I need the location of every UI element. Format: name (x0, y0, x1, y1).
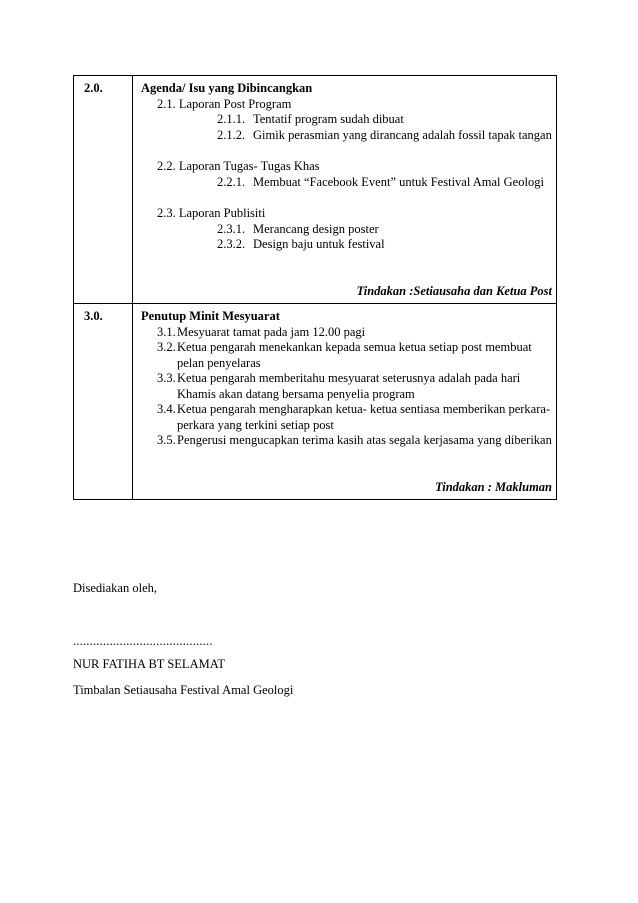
group-label: 2.3. Laporan Publisiti (157, 206, 266, 220)
item-number: 3.3. (157, 371, 176, 385)
list-item (141, 112, 552, 128)
group-label: 2.2. Laporan Tugas- Tugas Khas (157, 159, 320, 173)
list-item (141, 222, 552, 238)
prepared-by-label: Disediakan oleh, (73, 581, 158, 595)
section-title: Penutup Minit Mesyuarat (141, 309, 280, 323)
item-number: 3.2. (157, 340, 176, 354)
item-text: Tentatif program sudah dibuat (253, 112, 404, 126)
item-text: Design baju untuk festival (253, 237, 385, 251)
item-number: 2.1.1. (217, 112, 246, 126)
item-text: Pengerusi mengucapkan terima kasih atas segala kerjasama yang diberikan (177, 433, 552, 447)
section-number: 2.0. (74, 76, 133, 304)
item-number: 3.4. (157, 402, 176, 416)
signatory-name: NUR FATIHA BT SELAMAT (73, 657, 225, 671)
group-label: 2.1. Laporan Post Program (157, 96, 292, 111)
list-item (141, 371, 552, 402)
item-text: Ketua pengarah memberitahu mesyuarat seterusnya adalah pada hari Khamis akan datang bersama penyelia program (177, 371, 521, 401)
section-body (133, 304, 557, 500)
item-number: 3.5. (157, 433, 176, 447)
item-number: 2.1.2. (217, 127, 246, 142)
section-row-2 (74, 76, 557, 304)
action-note: Tindakan :Setiausaha dan Ketua Post (356, 283, 552, 298)
item-text: Ketua pengarah mengharapkan ketua- ketua sentiasa memberikan perkara-perkara yang terkini setiap post (177, 402, 551, 432)
list-item (141, 128, 552, 144)
item-text: Gimik perasmian yang dirancang adalah fossil tapak tangan (253, 127, 552, 142)
item-text: Ketua pengarah menekankan kepada semua ketua setiap post membuat pelan penyelaras (177, 340, 532, 370)
item-number: 3.1. (157, 324, 176, 339)
list-item (141, 325, 552, 341)
list-item (141, 175, 552, 191)
list-item (141, 433, 552, 449)
minutes-table (73, 75, 557, 500)
list-item (141, 402, 552, 433)
section-number: 3.0. (74, 304, 133, 500)
item-text: Merancang design poster (253, 221, 379, 236)
item-number: 2.3.1. (217, 221, 246, 236)
list-item (141, 340, 552, 371)
item-number: 2.3.2. (217, 237, 246, 251)
item-text: Membuat “Facebook Event” untuk Festival Amal Geologi (253, 174, 544, 189)
item-text: Mesyuarat tamat pada jam 12.00 pagi (177, 324, 366, 339)
item-number: 2.2.1. (217, 174, 246, 189)
signatory-title: Timbalan Setiausaha Festival Amal Geologi (73, 683, 294, 697)
list-item (141, 237, 552, 253)
section-body (133, 76, 557, 304)
section-title: Agenda/ Isu yang Dibincangkan (141, 81, 313, 95)
action-note: Tindakan : Makluman (435, 479, 552, 494)
section-row-3 (74, 304, 557, 500)
signature-line: .......................................... (73, 634, 213, 648)
